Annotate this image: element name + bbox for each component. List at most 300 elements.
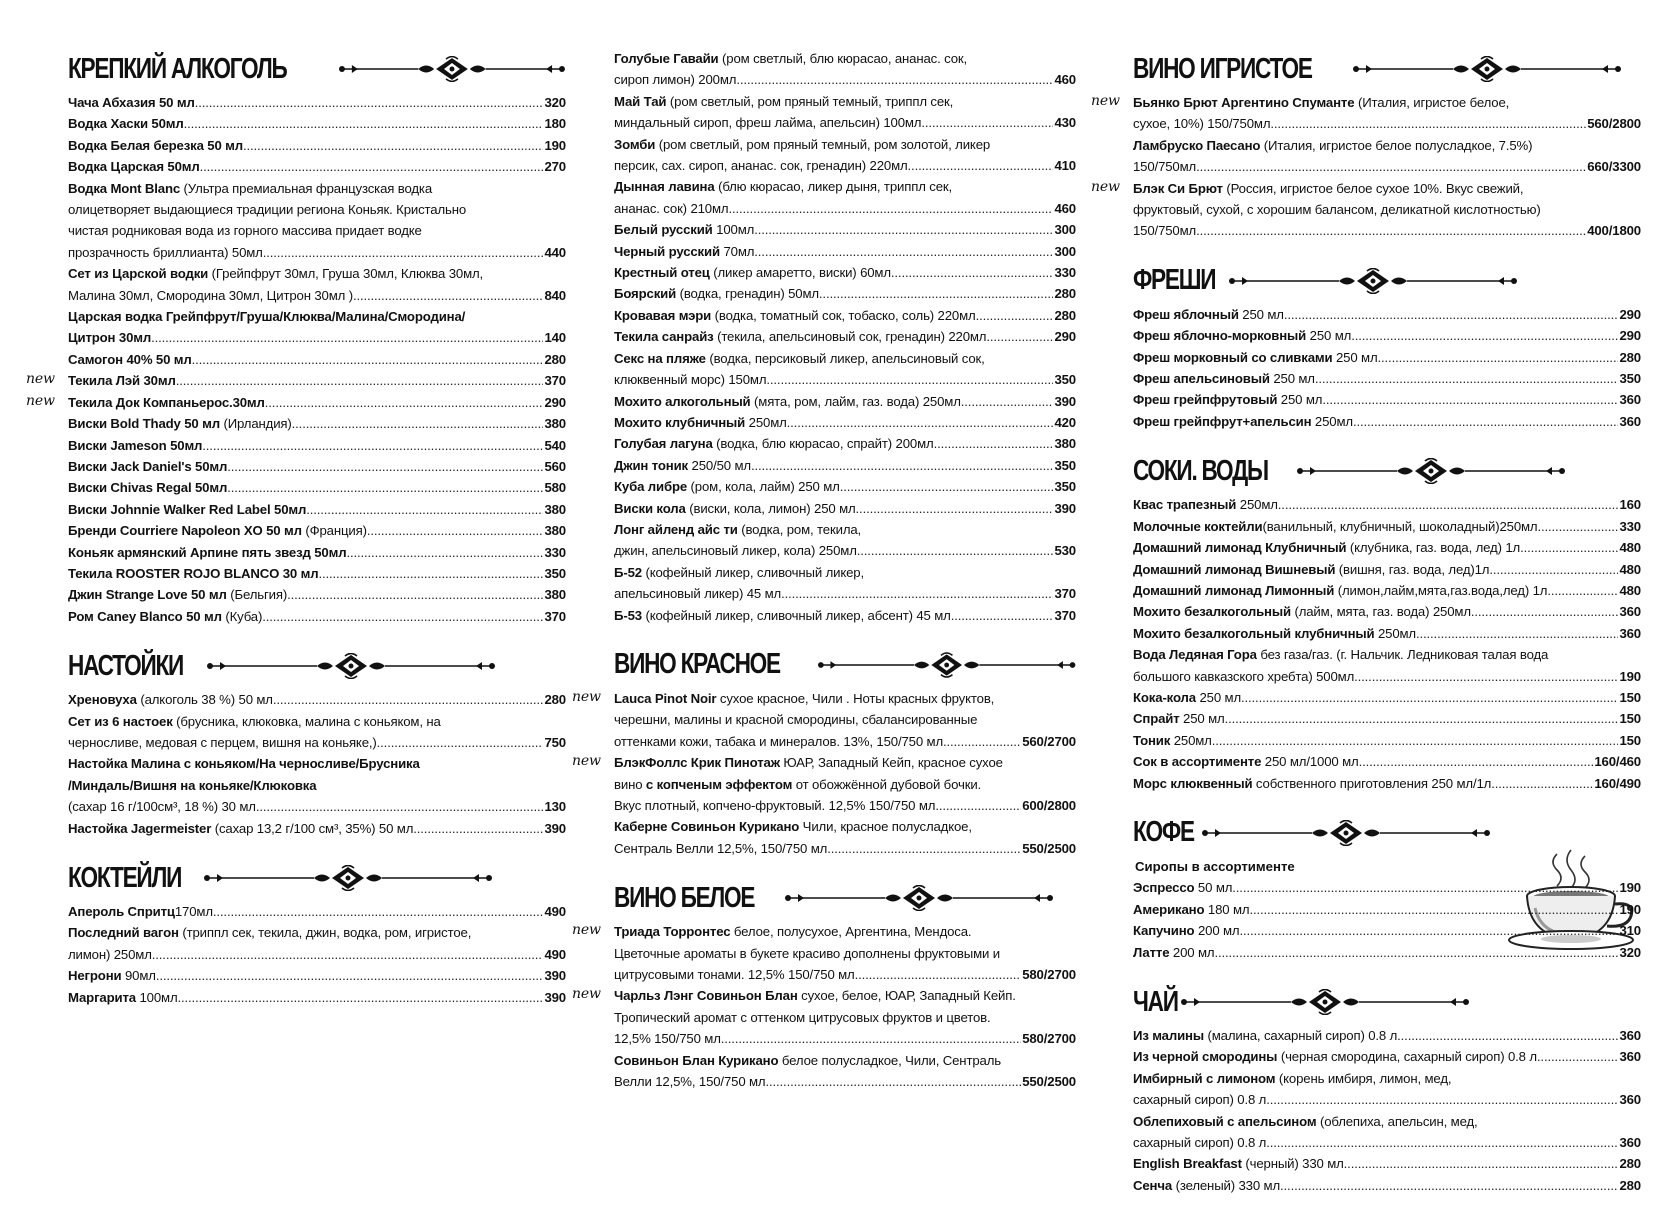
dot-leader	[1344, 1153, 1619, 1174]
item-description: (Ультра премиальная французская водка	[180, 180, 432, 196]
dot-leader	[921, 112, 1053, 133]
item-description: (ванильный, клубничный, шоколадный)250мл	[1262, 518, 1538, 534]
item-name: English Breakfast	[1133, 1156, 1242, 1172]
item-price: 360	[1619, 1135, 1641, 1151]
dot-leader	[935, 795, 1021, 816]
dot-leader	[1266, 1132, 1618, 1153]
item-price: 390	[544, 820, 566, 836]
item-description: (облепиха, апельсин, мед,	[1316, 1113, 1478, 1129]
item-line	[614, 305, 1076, 326]
item-description: Тропический аромат с оттенком цитрусовых фруктов и цветов.	[614, 1009, 991, 1025]
menu-item	[614, 498, 1076, 519]
menu-item	[614, 348, 1076, 391]
item-line	[1133, 1089, 1641, 1110]
item-line	[614, 519, 1076, 540]
menu-item	[614, 326, 1076, 347]
item-price: 190	[1619, 901, 1641, 917]
item-name: Крестный отец	[614, 265, 710, 281]
item-line	[1133, 687, 1641, 708]
item-description: 250мл	[1311, 413, 1353, 429]
item-description: (водка, персиковый ликер, апельсиновый сок,	[705, 350, 985, 366]
item-description: (Ирландия)	[219, 416, 292, 432]
item-name: Виски Chivas Regal 50мл	[68, 480, 228, 496]
item-description: 250мл	[1170, 732, 1212, 748]
item-name: БлэкФоллс Крик Пинотаж	[614, 755, 780, 771]
dot-leader	[1280, 1175, 1618, 1196]
item-line	[68, 732, 566, 753]
item-name: Секс на пляже	[614, 350, 706, 366]
item-line	[68, 370, 566, 391]
item-line	[614, 774, 1076, 795]
menu-item	[68, 987, 566, 1008]
item-description: (Грейпфрут 30мл, Груша 30мл, Клюква 30мл,	[208, 266, 484, 282]
dot-leader	[1241, 687, 1618, 708]
item-name: Фреш яблочно-морковный	[1133, 328, 1307, 344]
item-description: (Италия, игристое белое полусладкое, 7.5%)	[1260, 137, 1533, 153]
item-line	[614, 48, 1076, 69]
menu-item	[1133, 368, 1641, 389]
menu-item	[614, 433, 1076, 454]
menu-item	[572, 921, 1076, 985]
menu-item	[614, 412, 1076, 433]
item-line	[614, 241, 1076, 262]
item-line	[614, 1050, 1076, 1071]
item-price: 150	[1619, 711, 1641, 727]
new-badge: new	[1091, 93, 1120, 109]
menu-item	[614, 519, 1076, 562]
item-line	[1133, 199, 1641, 220]
item-line	[68, 220, 566, 241]
dot-leader	[976, 305, 1054, 326]
item-name: Сок в ассортименте	[1133, 754, 1262, 770]
item-line	[68, 606, 566, 627]
item-description: сухое, белое, ЮАР, Западный Кейп.	[797, 988, 1016, 1004]
item-description: сахарный сироп) 0.8 л	[1133, 1092, 1267, 1108]
item-price: 420	[1054, 414, 1076, 430]
new-badge: new	[1091, 178, 1120, 195]
item-line	[614, 752, 1076, 773]
item-line	[1133, 304, 1641, 325]
item-description: 250 мл	[1238, 306, 1284, 322]
item-description: олицетворяет выдающиеся традиции региона Коньяк. Кристально	[68, 202, 467, 218]
ornament-divider-icon	[1228, 268, 1518, 294]
dot-leader	[819, 283, 1054, 304]
section-title: КОКТЕЙЛИ	[68, 861, 182, 894]
menu-item	[68, 306, 566, 349]
item-line	[1133, 644, 1641, 665]
item-line	[614, 1007, 1076, 1028]
dot-leader	[176, 370, 544, 391]
dot-leader	[827, 838, 1021, 859]
item-name: Lauca Pinot Noir	[614, 690, 717, 706]
dot-leader	[961, 391, 1054, 412]
menu-item	[68, 584, 566, 605]
item-price: 530	[1054, 543, 1076, 559]
menu-item	[1133, 411, 1641, 432]
item-name: Морс клюквенный	[1133, 775, 1253, 791]
section-соки-воды	[1133, 450, 1641, 794]
item-line	[1133, 773, 1641, 794]
item-line	[68, 563, 566, 584]
item-price: 350	[1054, 479, 1076, 495]
item-name: Последний вагон	[68, 925, 179, 941]
item-line	[68, 901, 566, 922]
menu-item	[1091, 92, 1641, 135]
item-price: 280	[1619, 349, 1641, 365]
new-badge: new	[26, 392, 55, 409]
item-line	[1133, 389, 1641, 410]
dot-leader	[346, 542, 543, 563]
item-description: 250 мл	[1332, 349, 1378, 365]
item-name: Виски Jameson 50мл	[68, 437, 203, 453]
item-description: Сентраль Велли 12,5%, 150/750 мл	[614, 840, 828, 856]
item-price: 600/2800	[1022, 798, 1076, 813]
item-price: 460	[1054, 72, 1076, 88]
item-line	[68, 199, 566, 220]
item-description: (Куба)	[221, 608, 263, 624]
item-line	[1133, 368, 1641, 389]
item-price: 350	[1054, 457, 1076, 473]
item-description: чистая родниковая вода из горного массива придает водке	[68, 223, 422, 239]
item-name: Домашний лимонад Вишневый	[1133, 561, 1336, 577]
item-price: 560	[544, 458, 566, 474]
item-description: вино	[614, 776, 646, 792]
ornament-divider-icon	[1180, 989, 1470, 1015]
item-line	[614, 583, 1076, 604]
item-price: 370	[544, 373, 566, 389]
item-name: Бьянко Брют Аргентино Спуманте	[1133, 95, 1355, 110]
item-price: 330	[544, 544, 566, 560]
item-description: оттенками кожи, табака и минералов. 13%, 150/750 мл	[614, 733, 943, 749]
menu-item	[1133, 773, 1641, 794]
item-price: 550/2500	[1022, 1074, 1076, 1090]
item-name: Молочные коктейли	[1133, 518, 1263, 534]
menu-item	[68, 606, 566, 627]
item-description: 90мл	[121, 968, 156, 984]
section-настойки	[68, 645, 566, 839]
menu-item	[1091, 178, 1641, 242]
section-title: КРЕПКИЙ АЛКОГОЛЬ	[68, 52, 287, 85]
menu-item	[572, 752, 1076, 816]
item-line	[614, 348, 1076, 369]
item-price: 360	[1619, 392, 1641, 408]
item-line	[1133, 537, 1641, 558]
menu-item	[1133, 920, 1641, 941]
item-name: Бренди Courriere Napoleon XO 50 мл	[68, 523, 302, 539]
menu-item	[68, 965, 566, 986]
ornament-divider-icon	[206, 653, 496, 679]
item-name: Мохито безалкогольный	[1133, 604, 1291, 620]
item-price: 390	[544, 989, 566, 1005]
item-description: (ром, кола, лайм) 250 мл	[687, 479, 840, 495]
item-description: 250/50 мл	[688, 457, 751, 473]
item-name: Фреш апельсиновый	[1133, 371, 1270, 387]
item-line	[68, 965, 566, 986]
item-name: Б-52	[614, 564, 642, 580]
item-description: (малина, сахарный сироп) 0.8 л	[1203, 1028, 1398, 1043]
section-header	[68, 857, 566, 899]
menu-item	[1133, 1046, 1641, 1067]
item-description: (вишня, газ. вода, лед)1л	[1335, 561, 1490, 577]
item-name: /Миндаль/Вишня на коньяке/Клюковка	[68, 777, 317, 793]
item-description: без газа/газ. (г. Нальчик. Ледниковая талая вода	[1256, 647, 1549, 663]
item-name: Боярский	[614, 286, 677, 302]
item-name: Голубая лагуна	[614, 436, 713, 452]
menu-item	[614, 605, 1076, 626]
menu-item	[1133, 516, 1641, 537]
menu-item	[614, 562, 1076, 605]
item-price: 840	[544, 287, 566, 303]
item-price: 380	[1054, 436, 1076, 452]
item-line	[1133, 113, 1641, 134]
dot-leader	[1416, 623, 1618, 644]
item-price: 130	[544, 799, 566, 815]
item-name: Виски Johnnie Walker Red Label 50мл	[68, 501, 307, 517]
dot-leader	[1354, 666, 1618, 687]
item-description: (виски, кола, лимон) 250 мл	[685, 500, 856, 516]
item-name: Триада Торронтес	[614, 924, 731, 940]
item-description: большого кавказского хребта) 500мл	[1133, 668, 1355, 684]
dot-leader	[1378, 347, 1619, 368]
item-name: Царская водка Грейпфрут/Груша/Клюква/Малина/Смородина/	[68, 309, 466, 325]
item-price: 290	[1054, 329, 1076, 345]
dot-leader	[287, 584, 543, 605]
item-name: Домашний лимонад Клубничный	[1133, 540, 1347, 556]
item-description: 250 мл/1000 мл	[1261, 754, 1359, 770]
menu-item	[68, 178, 566, 264]
item-description: (алкоголь 38 %) 50 мл	[136, 692, 273, 708]
dot-leader	[1278, 494, 1619, 515]
new-badge: new	[572, 688, 601, 705]
item-line	[614, 198, 1076, 219]
new-badge: new	[572, 986, 601, 1003]
section-вино-красное	[572, 644, 1076, 859]
item-line	[614, 816, 1076, 837]
dot-leader	[943, 731, 1021, 752]
menu-item	[68, 818, 566, 839]
item-name: Квас трапезный	[1133, 497, 1237, 513]
item-line	[1133, 92, 1641, 113]
item-name: Апероль Спритц	[68, 904, 175, 919]
item-price: 300	[1054, 222, 1076, 238]
item-price: 550/2500	[1022, 840, 1076, 856]
item-price: 380	[544, 501, 566, 517]
ornament-divider-icon	[1201, 820, 1491, 846]
dot-leader	[754, 219, 1053, 240]
menu-item	[614, 48, 1076, 91]
item-price: 580/2700	[1022, 1031, 1076, 1047]
item-line	[614, 155, 1076, 176]
section-title: ЧАЙ	[1133, 985, 1178, 1018]
item-line	[614, 795, 1076, 816]
menu-item	[614, 816, 1076, 859]
menu-item	[1133, 730, 1641, 751]
dot-leader	[1214, 942, 1618, 963]
menu-item	[68, 263, 566, 306]
coffee-block	[1133, 856, 1641, 963]
dot-leader	[1520, 537, 1618, 558]
item-line	[68, 306, 566, 327]
item-name: Имбирный с лимоном	[1133, 1070, 1276, 1086]
new-badge: new	[572, 753, 601, 770]
item-description: 250мл	[1374, 625, 1416, 641]
section-header	[1133, 260, 1641, 302]
item-description: 100мл	[135, 989, 178, 1005]
menu-item	[614, 305, 1076, 326]
menu-item	[68, 135, 566, 156]
item-price: 380	[544, 587, 566, 603]
item-line	[614, 391, 1076, 412]
item-price: 390	[1054, 393, 1076, 409]
dot-leader	[367, 520, 544, 541]
section-коктейли	[68, 857, 566, 1008]
item-name: Черный русский	[614, 243, 720, 259]
item-description: (сахар 13,2 г/100 см³, 35%) 50 мл	[211, 820, 414, 836]
dot-leader	[265, 392, 544, 413]
item-description: лимон) 250мл	[68, 946, 152, 962]
menu-item	[1133, 1068, 1641, 1111]
item-description: 170мл	[174, 904, 213, 919]
item-name: Из малины	[1133, 1028, 1204, 1043]
menu-item	[1133, 1175, 1641, 1196]
item-price: 330	[1619, 518, 1641, 534]
dot-leader	[934, 433, 1054, 454]
item-name: Фреш грейпфрутовый	[1133, 392, 1278, 408]
item-line	[614, 562, 1076, 583]
section-кофе	[1133, 812, 1641, 963]
menu-item	[1133, 942, 1641, 963]
item-description: 150/750мл	[1133, 223, 1197, 239]
item-line	[68, 327, 566, 348]
item-line	[614, 112, 1076, 133]
item-line	[68, 987, 566, 1008]
section-крепкий-алкоголь	[26, 48, 566, 627]
item-description: 180 мл	[1204, 901, 1250, 917]
dot-leader	[728, 198, 1053, 219]
dot-leader	[1315, 368, 1619, 389]
item-line	[614, 1071, 1076, 1092]
item-line	[1133, 494, 1641, 515]
dot-leader	[262, 606, 543, 627]
item-description: 12,5% 150/750 мл	[614, 1031, 721, 1047]
item-price: 190	[1619, 880, 1641, 896]
item-price: 360	[1619, 1049, 1641, 1065]
menu-item	[26, 392, 566, 413]
section-header	[68, 48, 566, 90]
ornament-divider-icon	[1296, 458, 1566, 484]
item-description: (черная смородина, сахарный сироп) 0.8 л	[1277, 1049, 1537, 1065]
menu-item	[68, 413, 566, 434]
item-line	[614, 476, 1076, 497]
item-description: (Бельгия)	[226, 587, 288, 603]
dot-leader	[1359, 751, 1594, 772]
dot-leader	[1537, 1046, 1619, 1067]
item-name: Текила Лэй 30мл	[68, 373, 176, 389]
dot-leader	[227, 456, 543, 477]
item-line	[614, 605, 1076, 626]
item-price: 190	[544, 137, 566, 153]
item-description: клюквенный морс) 150мл	[614, 372, 767, 388]
item-line	[68, 113, 566, 134]
item-price: 330	[1054, 265, 1076, 281]
section-чай	[1133, 981, 1641, 1196]
item-line	[1133, 1025, 1641, 1046]
item-name: Май Тай	[614, 93, 667, 109]
item-line	[1133, 899, 1641, 920]
dot-leader	[1537, 516, 1618, 537]
item-line	[68, 944, 566, 965]
menu-item	[1133, 708, 1641, 729]
dot-leader	[765, 1071, 1021, 1092]
item-description: сухое красное, Чили . Ноты красных фруктов,	[716, 690, 995, 706]
item-price: 370	[1054, 607, 1076, 623]
dot-leader	[1397, 1025, 1618, 1046]
item-name: Мохито алкогольный	[614, 393, 751, 409]
item-price: 380	[544, 416, 566, 432]
item-line	[68, 285, 566, 306]
dot-leader	[781, 583, 1053, 604]
item-price: 660/3300	[1587, 159, 1641, 175]
item-name: Домашний лимонад Лимонный	[1133, 582, 1335, 598]
menu-item	[26, 370, 566, 391]
menu-item	[68, 92, 566, 113]
item-description: (брусника, клюковка, малина с коньяком, на	[172, 713, 441, 729]
item-description: Цветочные ароматы в букете красиво дополнены фруктовыми и	[614, 945, 1000, 961]
item-line	[1133, 1153, 1641, 1174]
item-description: (ликер амаретто, виски) 60мл	[709, 265, 891, 281]
ornament-divider-icon	[338, 56, 566, 82]
item-line	[68, 542, 566, 563]
dot-leader	[751, 455, 1054, 476]
menu-item	[1133, 1111, 1641, 1154]
menu-item	[1133, 1025, 1641, 1046]
item-line	[1133, 1132, 1641, 1153]
item-line	[68, 689, 566, 710]
item-line	[614, 688, 1076, 709]
menu-item	[1133, 304, 1641, 325]
item-line	[614, 433, 1076, 454]
item-name: Настойка Jagermeister	[68, 820, 212, 836]
menu-item	[68, 901, 566, 922]
item-description: прозрачность бриллианта) 50мл	[68, 244, 263, 260]
item-description: (водка, блю кюрасао, спрайт) 200мл	[712, 436, 934, 452]
menu-item	[614, 455, 1076, 476]
item-description: 250 мл	[1277, 392, 1323, 408]
item-name: Каберне Совиньон Курикано	[614, 819, 800, 835]
item-name: Сенча	[1133, 1177, 1173, 1193]
item-line	[68, 178, 566, 199]
item-price: 150	[1619, 689, 1641, 705]
item-description: (ром светлый, ром пряный темный, триппл сек,	[666, 93, 954, 109]
menu-item	[1133, 899, 1641, 920]
menu-item	[1133, 623, 1641, 644]
item-name: Вода Ледяная Гора	[1133, 647, 1257, 663]
item-line	[614, 369, 1076, 390]
menu-item	[1133, 1153, 1641, 1174]
item-description: Велли 12,5%, 150/750 мл	[614, 1074, 766, 1090]
dot-leader	[243, 135, 543, 156]
item-price: 360	[1619, 625, 1641, 641]
item-description: (текила, апельсиновый сок, гренадин) 220мл	[713, 329, 987, 345]
item-price: 180	[544, 116, 566, 132]
item-line	[1133, 623, 1641, 644]
menu-item	[68, 456, 566, 477]
menu-item	[68, 435, 566, 456]
item-line	[1133, 601, 1641, 622]
item-line	[1133, 411, 1641, 432]
section-title: КОФЕ	[1133, 816, 1194, 849]
item-name: Настойка Малина с коньяком/На черносливе/Брусника	[68, 756, 420, 772]
